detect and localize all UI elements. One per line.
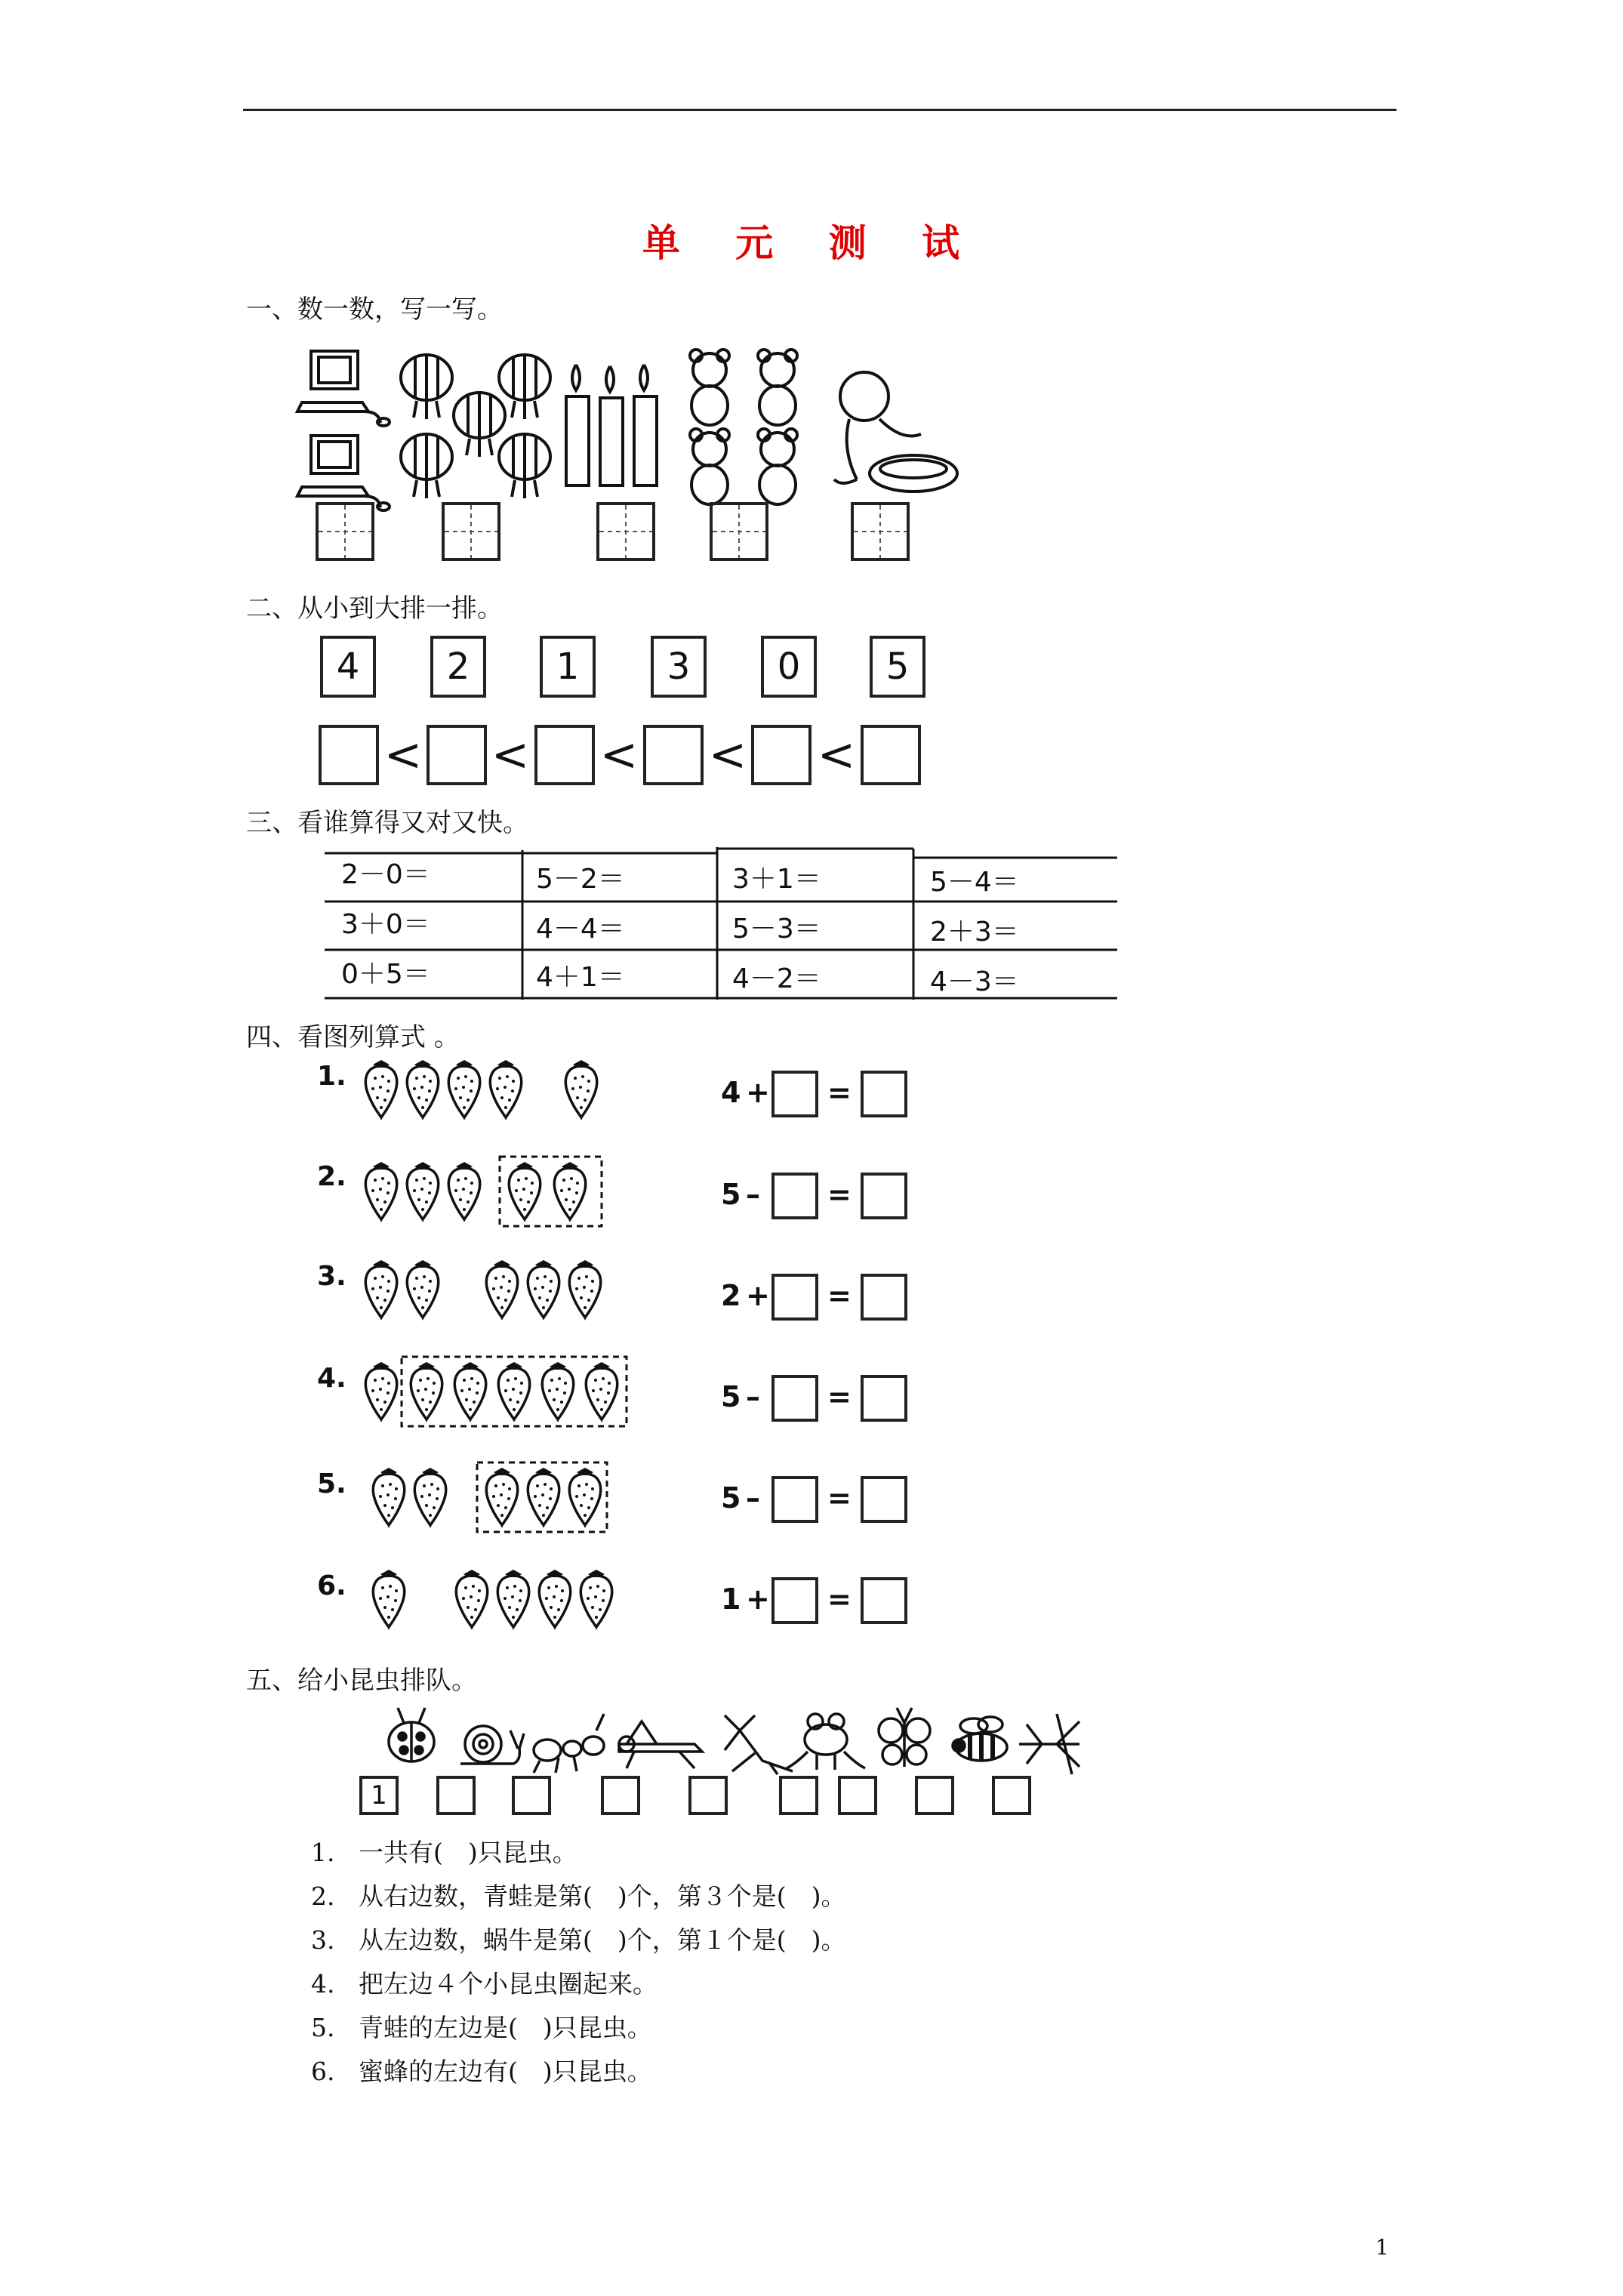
calc-cell: 5－3＝ — [732, 914, 821, 945]
bear-icon — [758, 350, 797, 425]
equation-left: 4 — [721, 1076, 741, 1109]
equation-left: 5 — [721, 1178, 741, 1211]
equation-operator: + — [746, 1076, 770, 1109]
problem-number: 4. — [317, 1363, 346, 1394]
section-4-heading: 四、看图列算式 。 — [246, 1022, 460, 1052]
equation-result-box[interactable] — [861, 1476, 907, 1523]
calc-cell: 2＋3＝ — [930, 917, 1019, 948]
frog-icon — [787, 1714, 865, 1770]
section-3-heading: 三、看谁算得又对又快。 — [246, 808, 528, 838]
problem-number: 1. — [317, 1061, 346, 1092]
plate-icon — [870, 455, 957, 492]
calc-cell: 2－0＝ — [341, 859, 430, 890]
equation-answer-box[interactable] — [771, 1577, 818, 1624]
problem-number: 2. — [317, 1161, 346, 1192]
equation-answer-box[interactable] — [771, 1071, 818, 1117]
computer-icon — [297, 436, 390, 510]
order-answer-box[interactable] — [534, 725, 595, 785]
question-5 — [311, 2008, 652, 2044]
answer-box[interactable] — [316, 502, 374, 561]
equation-result-box[interactable] — [861, 1274, 907, 1321]
insect-order-box[interactable] — [915, 1776, 954, 1815]
question-number: 1. — [311, 1838, 335, 1867]
equals-sign: = — [827, 1481, 852, 1515]
calc-cell: 4－3＝ — [930, 966, 1019, 997]
calc-cell: 3＋0＝ — [341, 909, 430, 940]
bear-icon — [690, 429, 729, 504]
bee-icon — [953, 1717, 1007, 1761]
equals-sign: = — [827, 1279, 852, 1312]
equation-result-box[interactable] — [861, 1173, 907, 1219]
section-1-heading: 一、数一数，写一写。 — [246, 294, 503, 325]
candle-icon — [634, 365, 657, 485]
question-number: 5. — [311, 2013, 335, 2042]
candle-icon — [566, 365, 589, 485]
strawberry-group — [362, 1257, 634, 1325]
section-5-heading: 五、给小昆虫排队。 — [246, 1666, 477, 1696]
snail-icon — [460, 1726, 524, 1764]
equation-left: 1 — [721, 1583, 741, 1616]
page-title: 单 元 测 试 — [642, 220, 981, 265]
equation-operator: + — [746, 1279, 770, 1312]
equation-answer-box[interactable] — [771, 1375, 818, 1422]
equals-sign: = — [827, 1178, 852, 1211]
question-4 — [311, 1965, 658, 2000]
strawberry-group — [362, 1567, 634, 1635]
lantern-icon — [499, 434, 550, 498]
ant-icon — [534, 1714, 604, 1773]
strawberry-group — [362, 1355, 634, 1431]
less-than-sign: < — [817, 729, 856, 781]
question-number: 3. — [311, 1925, 335, 1955]
insect-order-box[interactable] — [992, 1776, 1031, 1815]
calc-cell: 5－4＝ — [930, 867, 1019, 898]
equation-operator: – — [746, 1380, 760, 1413]
insect-order-box[interactable] — [838, 1776, 877, 1815]
question-text: 青蛙的左边是( )只昆虫。 — [358, 2013, 652, 2042]
bear-icon — [758, 429, 797, 504]
problem-number: 3. — [317, 1261, 346, 1292]
grasshopper-icon — [619, 1721, 702, 1768]
header-rule — [243, 109, 1397, 111]
order-answer-box[interactable] — [643, 725, 704, 785]
answer-box[interactable] — [442, 502, 500, 561]
question-text: 一共有( )只昆虫。 — [358, 1838, 577, 1867]
calc-cell: 3＋1＝ — [732, 864, 821, 895]
lantern-icon — [401, 434, 452, 498]
order-answer-box[interactable] — [319, 725, 379, 785]
problem-number: 5. — [317, 1469, 346, 1499]
sort-number: 2 — [430, 636, 486, 698]
sort-number: 0 — [761, 636, 817, 698]
equation-answer-box[interactable] — [771, 1173, 818, 1219]
sort-number: 3 — [651, 636, 707, 698]
section-2-heading: 二、从小到大排一排。 — [246, 593, 503, 624]
insect-row — [377, 1700, 1087, 1776]
equation-operator: – — [746, 1178, 760, 1211]
question-text: 从右边数，青蛙是第( )个，第３个是( )。 — [358, 1881, 846, 1911]
calc-cell: 4＋1＝ — [536, 962, 625, 993]
equals-sign: = — [827, 1380, 852, 1413]
calc-cell: 4－4＝ — [536, 914, 625, 945]
less-than-sign: < — [491, 729, 530, 781]
question-text: 把左边４个小昆虫圈起来。 — [358, 1969, 658, 1999]
question-3 — [311, 1921, 845, 1956]
less-than-sign: < — [383, 729, 423, 781]
ladybug-icon — [389, 1708, 434, 1761]
insect-order-box[interactable] — [601, 1776, 640, 1815]
lantern-icon — [401, 355, 452, 419]
sort-number: 1 — [540, 636, 596, 698]
calc-cell: 5－2＝ — [536, 864, 625, 895]
computer-icon — [297, 351, 390, 426]
insect-order-box[interactable] — [436, 1776, 476, 1815]
problem-number: 6. — [317, 1570, 346, 1601]
question-1 — [311, 1833, 577, 1869]
equation-left: 5 — [721, 1481, 741, 1515]
calc-cell: 0＋5＝ — [341, 959, 430, 990]
equation-result-box[interactable] — [861, 1375, 907, 1422]
question-2 — [311, 1877, 845, 1912]
equation-answer-box[interactable] — [771, 1476, 818, 1523]
order-answer-box[interactable] — [751, 725, 812, 785]
equals-sign: = — [827, 1076, 852, 1109]
question-6 — [311, 2052, 652, 2088]
equation-answer-box[interactable] — [771, 1274, 818, 1321]
lantern-icon — [499, 355, 550, 419]
monkey-icon — [834, 372, 921, 483]
question-text: 蜜蜂的左边有( )只昆虫。 — [358, 2057, 652, 2086]
mantis-icon — [725, 1715, 793, 1774]
insect-order-box[interactable] — [688, 1776, 728, 1815]
butterfly-icon — [879, 1708, 930, 1767]
bear-icon — [690, 350, 729, 425]
equation-operator: – — [746, 1481, 760, 1515]
sort-number: 5 — [870, 636, 925, 698]
strawberry-group — [362, 1057, 634, 1125]
dragonfly-icon — [1019, 1714, 1079, 1774]
equation-left: 5 — [721, 1380, 741, 1413]
equals-sign: = — [827, 1583, 852, 1616]
candle-icon — [600, 366, 623, 485]
answer-box[interactable] — [596, 502, 655, 561]
insect-order-box[interactable] — [779, 1776, 818, 1815]
equation-result-box[interactable] — [861, 1071, 907, 1117]
question-number: 4. — [311, 1969, 335, 1999]
order-answer-box[interactable] — [861, 725, 921, 785]
equation-result-box[interactable] — [861, 1577, 907, 1624]
sort-number: 4 — [320, 636, 376, 698]
question-text: 从左边数，蜗牛是第( )个，第１个是( )。 — [358, 1925, 846, 1955]
less-than-sign: < — [708, 729, 747, 781]
calc-cell: 4－2＝ — [732, 963, 821, 994]
equation-left: 2 — [721, 1279, 741, 1312]
question-number: 6. — [311, 2057, 335, 2086]
insect-order-box[interactable] — [512, 1776, 551, 1815]
strawberry-group — [362, 1155, 634, 1231]
lantern-icon — [454, 393, 505, 457]
answer-box[interactable] — [851, 502, 910, 561]
strawberry-group — [362, 1461, 634, 1536]
order-answer-box[interactable] — [427, 725, 487, 785]
page-number: 1 — [1375, 2235, 1389, 2260]
equation-operator: + — [746, 1583, 770, 1616]
less-than-sign: < — [599, 729, 639, 781]
insect-order-box-1[interactable]: 1 — [359, 1776, 399, 1815]
answer-box[interactable] — [710, 502, 768, 561]
question-number: 2. — [311, 1881, 335, 1911]
